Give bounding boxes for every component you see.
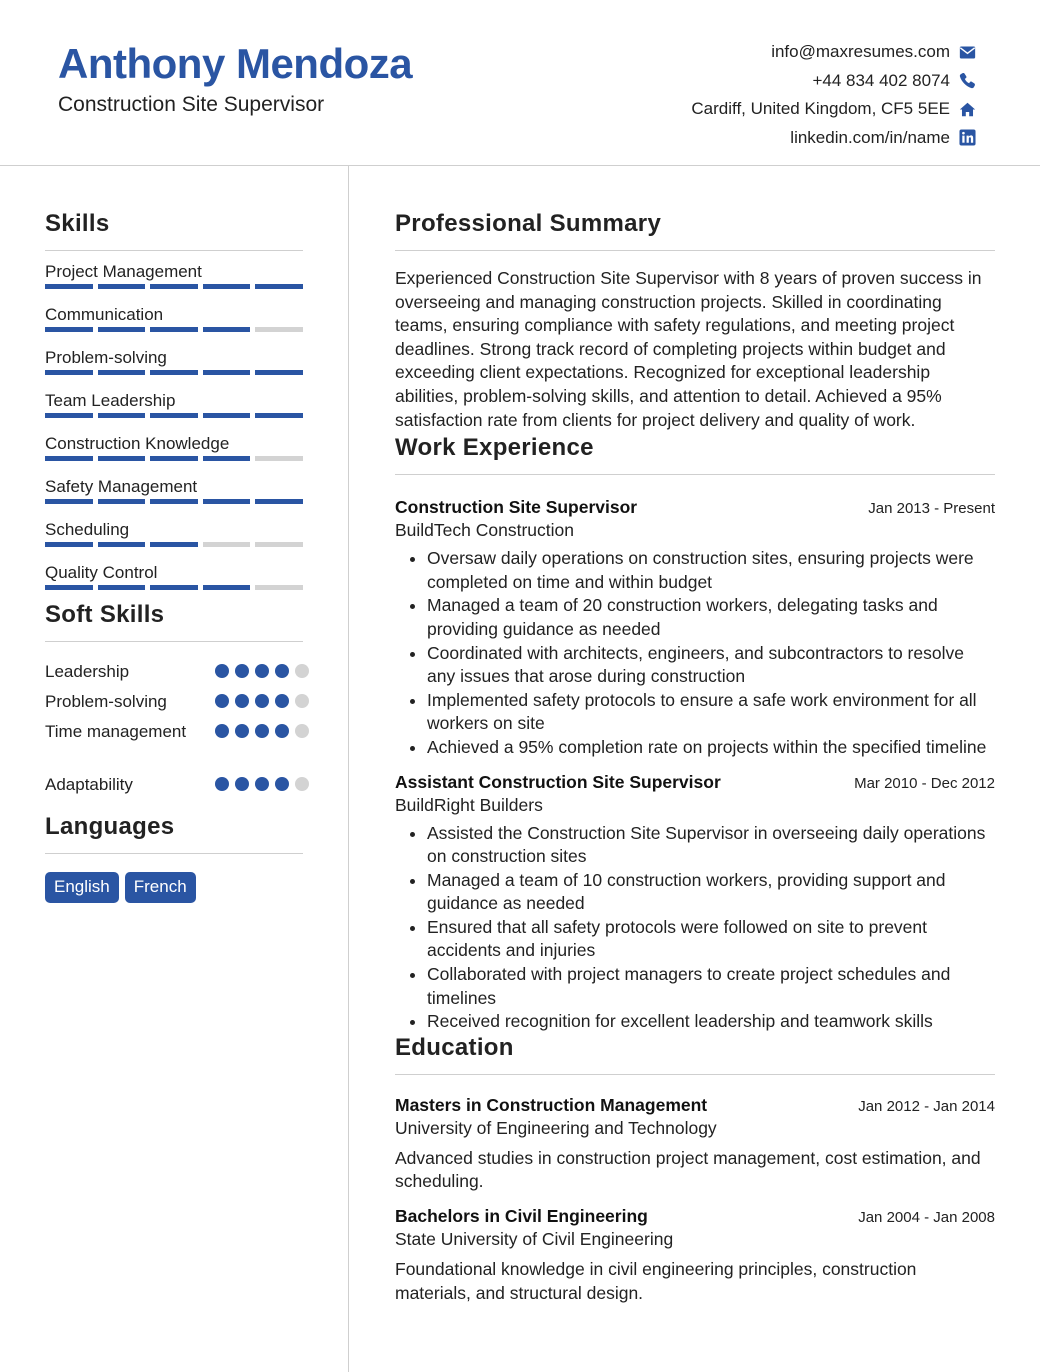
soft-skill-label: Time management [45, 722, 187, 741]
education-degree: Bachelors in Civil Engineering [395, 1206, 648, 1227]
summary-divider [395, 250, 995, 251]
skill-level-bar [45, 585, 303, 590]
job-role: Construction Site Supervisor [395, 497, 638, 518]
contact-linkedin-text[interactable]: linkedin.com/in/name [790, 127, 950, 147]
skill-item [45, 466, 303, 509]
skill-level-segment [98, 456, 146, 461]
skill-level-segment [203, 499, 251, 504]
skill-level-segment [203, 370, 251, 375]
left-column [45, 210, 303, 903]
skill-level-bar [45, 370, 303, 375]
education-divider [395, 1074, 995, 1075]
experience-divider [395, 474, 995, 475]
soft-skill-label: Adaptability [45, 775, 133, 794]
education-description: Advanced studies in construction project management, cost estimation, and scheduling. [395, 1147, 981, 1192]
skill-label: Construction Knowledge [45, 434, 230, 453]
skill-level-bar [45, 499, 303, 504]
skill-level-segment [203, 456, 251, 461]
skill-level-segment [45, 542, 93, 547]
education-description: Foundational knowledge in civil engineering principles, construction materials, and structural design. [395, 1259, 917, 1303]
education-school: State University of Civil Engineering [395, 1229, 674, 1250]
job-bullets [395, 547, 995, 759]
experience-section [395, 434, 995, 1034]
skill-level-segment [150, 585, 198, 590]
languages-heading: Languages [45, 813, 175, 840]
languages-list [45, 872, 303, 903]
soft-skill-rating [215, 694, 309, 708]
skill-level-segment [203, 413, 251, 418]
job-dates: Mar 2010 - Dec 2012 [854, 774, 995, 792]
education-entry [395, 1095, 995, 1194]
skills-heading: Skills [45, 210, 110, 237]
soft-skill-rating [215, 664, 309, 678]
education-heading: Education [395, 1033, 514, 1061]
skill-level-bar [45, 284, 303, 289]
education-entry [395, 1206, 995, 1305]
skill-level-segment [255, 327, 303, 332]
skill-level-segment [255, 456, 303, 461]
education-dates: Jan 2004 - Jan 2008 [858, 1209, 995, 1227]
skill-level-segment [45, 370, 93, 375]
skill-level-segment [45, 413, 93, 418]
skill-level-segment [98, 370, 146, 375]
rating-dot [275, 664, 289, 678]
skill-level-segment [255, 542, 303, 547]
skill-level-bar [45, 327, 303, 332]
job-company: BuildRight Builders [395, 794, 543, 815]
contact-address-text: Cardiff, United Kingdom, CF5 5EE [691, 99, 950, 119]
education-header [395, 1095, 995, 1116]
skill-level-segment [255, 499, 303, 504]
skill-item [45, 294, 303, 337]
soft-skill-item [45, 773, 303, 807]
job-bullet: • Collaborated with project managers to create project schedules and timelines [427, 963, 995, 1010]
resume-header [0, 0, 1040, 166]
skill-item [45, 509, 303, 552]
job-bullet: • Achieved a 95% completion rate on projects within the specified timeline [427, 736, 995, 760]
skill-item [45, 380, 303, 423]
job-entry [395, 497, 995, 759]
skill-label: Quality Control [45, 563, 158, 582]
rating-dot [215, 777, 229, 791]
job-bullet: • Ensured that all safety protocols were followed on site to prevent accidents and injuries [427, 916, 995, 963]
job-header [395, 497, 995, 518]
skill-level-segment [255, 370, 303, 375]
soft-skills-divider [45, 641, 303, 642]
skill-label: Project Management [45, 262, 202, 281]
education-section [395, 1034, 995, 1305]
language-badge: English [45, 872, 119, 903]
rating-dot [215, 724, 229, 738]
languages-section [45, 813, 303, 903]
skill-level-segment [150, 542, 198, 547]
skill-level-segment [45, 585, 93, 590]
skill-label: Problem-solving [45, 348, 167, 367]
linkedin-icon [958, 129, 976, 147]
job-company: BuildTech Construction [395, 520, 574, 541]
contact-address [691, 95, 976, 124]
rating-dot [255, 777, 269, 791]
rating-dot [295, 777, 309, 791]
skill-level-segment [98, 542, 146, 547]
skill-level-segment [203, 542, 251, 547]
skill-level-bar [45, 456, 303, 461]
summary-heading: Professional Summary [395, 210, 662, 237]
candidate-name: Anthony Mendoza [58, 40, 413, 87]
skill-level-segment [150, 456, 198, 461]
skill-label: Communication [45, 305, 164, 324]
rating-dot [235, 664, 249, 678]
soft-skill-item [45, 660, 303, 690]
rating-dot [275, 694, 289, 708]
education-school: University of Engineering and Technology [395, 1117, 717, 1138]
soft-skill-label: Leadership [45, 662, 130, 681]
skill-level-segment [45, 327, 93, 332]
skill-level-segment [203, 327, 251, 332]
skill-level-segment [203, 284, 251, 289]
skill-item [45, 337, 303, 380]
column-divider [348, 166, 349, 1372]
rating-dot [255, 664, 269, 678]
job-bullet: • Managed a team of 20 construction workers, delegating tasks and providing guidance as needed [427, 594, 995, 641]
rating-dot [215, 664, 229, 678]
skill-level-segment [45, 456, 93, 461]
skill-level-segment [255, 284, 303, 289]
job-entry [395, 772, 995, 1034]
soft-skill-rating [215, 724, 309, 738]
job-bullets [395, 822, 995, 1034]
job-bullet: • Assisted the Construction Site Supervisor in overseeing daily operations on construction sites [427, 822, 995, 869]
soft-skills-heading: Soft Skills [45, 601, 165, 628]
home-icon [958, 100, 976, 118]
job-bullet: • Coordinated with architects, engineers, and subcontractors to resolve any issues that arose during construction [427, 642, 995, 689]
skill-label: Safety Management [45, 477, 198, 496]
skill-level-segment [150, 370, 198, 375]
skill-level-segment [45, 284, 93, 289]
skill-label: Team Leadership [45, 391, 176, 410]
job-bullet: • Oversaw daily operations on construction sites, ensuring projects were completed on time and within budget [427, 547, 995, 594]
soft-skill-item [45, 690, 303, 720]
skill-level-segment [255, 585, 303, 590]
job-bullet: • Managed a team of 10 construction workers, providing support and guidance as needed [427, 869, 995, 916]
job-role: Assistant Construction Site Supervisor [395, 771, 721, 792]
summary-section [395, 210, 995, 432]
candidate-title: Construction Site Supervisor [58, 93, 325, 116]
skills-list [45, 251, 303, 595]
soft-skill-item [45, 720, 303, 773]
education-list [395, 1095, 995, 1305]
rating-dot [235, 724, 249, 738]
right-column [395, 210, 995, 1305]
rating-dot [255, 694, 269, 708]
soft-skill-label: Problem-solving [45, 692, 167, 711]
jobs-list [395, 497, 995, 1034]
education-dates: Jan 2012 - Jan 2014 [858, 1097, 995, 1115]
job-header [395, 772, 995, 793]
job-bullet: • Received recognition for excellent leadership and teamwork skills [427, 1010, 995, 1034]
soft-skills-section [45, 601, 303, 807]
rating-dot [275, 724, 289, 738]
soft-skill-rating [215, 777, 309, 791]
skill-level-bar [45, 542, 303, 547]
skill-level-segment [150, 413, 198, 418]
skills-section [45, 210, 303, 595]
contact-phone-text[interactable]: +44 834 402 8074 [812, 70, 950, 90]
summary-text: Experienced Construction Site Supervisor with 8 years of proven success in overseeing and managing construction projects. Skilled in coordinating teams, ensuring compliance with safety regulations, and meeting project deadlines. Strong track record of completing projects within budget and exceeding client expectations. Recognized for exceptional leadership abilities, problem-solving skills, and attention to detail. Achieved a 95% satisfaction rate from clients for project delivery and quality of work. [395, 268, 982, 430]
soft-skills-list [45, 660, 303, 807]
skill-level-segment [45, 499, 93, 504]
contact-phone[interactable] [691, 67, 976, 96]
contact-email[interactable] [691, 38, 976, 67]
skill-level-bar [45, 413, 303, 418]
job-dates: Jan 2013 - Present [868, 500, 995, 518]
phone-icon [958, 72, 976, 90]
skill-item [45, 251, 303, 294]
skill-level-segment [150, 327, 198, 332]
skill-level-segment [98, 284, 146, 289]
rating-dot [235, 777, 249, 791]
education-header [395, 1206, 995, 1227]
skill-level-segment [255, 413, 303, 418]
skill-level-segment [98, 327, 146, 332]
contact-list [691, 38, 976, 152]
contact-linkedin[interactable] [691, 124, 976, 153]
rating-dot [275, 777, 289, 791]
rating-dot [255, 724, 269, 738]
rating-dot [235, 694, 249, 708]
skill-level-segment [203, 585, 251, 590]
rating-dot [295, 694, 309, 708]
rating-dot [295, 724, 309, 738]
languages-divider [45, 853, 303, 854]
skill-level-segment [98, 585, 146, 590]
skill-item [45, 423, 303, 466]
contact-email-text[interactable]: info@maxresumes.com [771, 42, 950, 62]
envelope-icon [958, 43, 976, 61]
skill-level-segment [150, 284, 198, 289]
skill-label: Scheduling [45, 520, 130, 539]
language-badge: French [125, 872, 196, 903]
rating-dot [295, 664, 309, 678]
skill-level-segment [150, 499, 198, 504]
job-bullet: • Implemented safety protocols to ensure a safe work environment for all workers on site [427, 689, 995, 736]
experience-heading: Work Experience [395, 434, 594, 462]
skill-level-segment [98, 413, 146, 418]
skill-item [45, 552, 303, 595]
rating-dot [215, 694, 229, 708]
education-degree: Masters in Construction Management [395, 1094, 708, 1115]
skill-level-segment [98, 499, 146, 504]
